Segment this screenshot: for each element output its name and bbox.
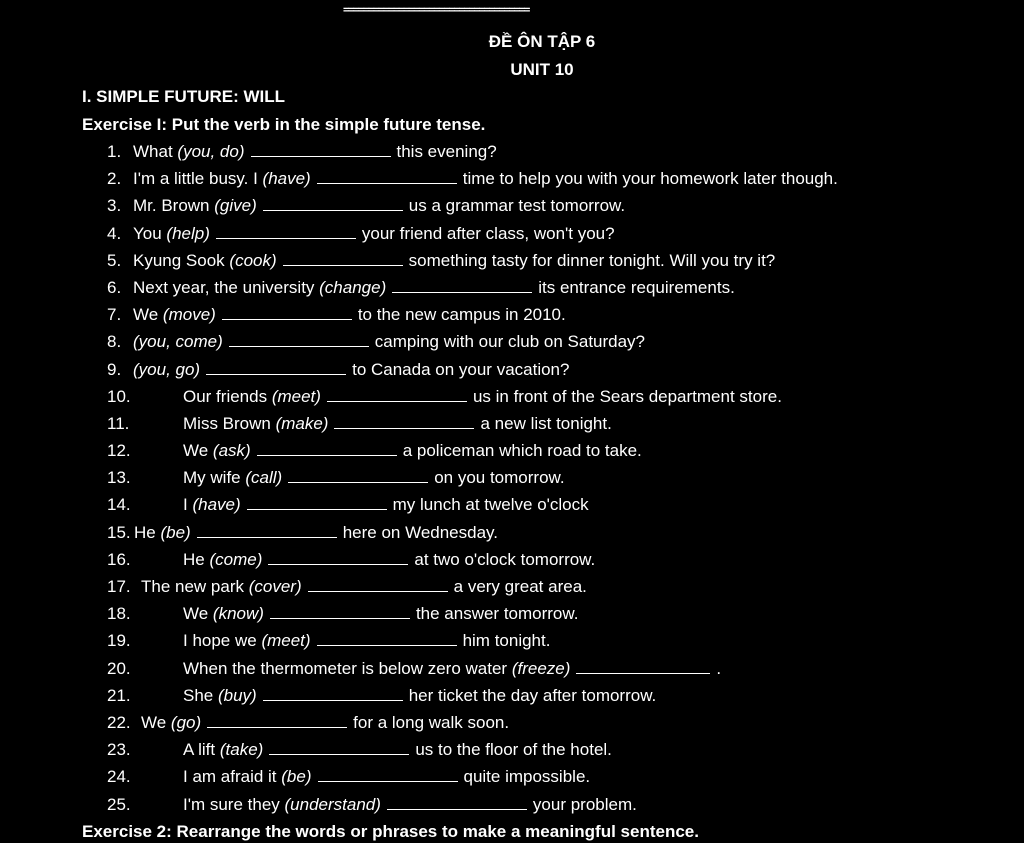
- item-number: 23.: [107, 740, 131, 760]
- item-number: 17.: [107, 577, 131, 596]
- item-number: 13.: [107, 468, 131, 488]
- exercise-2-title: Exercise 2: Rearrange the words or phrases to make a meaningful sentence.: [82, 822, 699, 841]
- answer-blank[interactable]: [247, 493, 387, 510]
- verb-hint: (be): [281, 767, 312, 787]
- item-number: 20.: [107, 658, 131, 678]
- verb-hint: (give): [214, 196, 257, 216]
- answer-blank[interactable]: [576, 657, 710, 674]
- item-number: 3.: [107, 196, 122, 216]
- exercise-item: [0, 330, 1024, 357]
- item-text-after: something tasty for dinner tonight. Will you try it?: [408, 250, 776, 270]
- exercise-item: [0, 629, 1024, 656]
- item-number: 16.: [107, 549, 131, 569]
- exercise-item: [0, 793, 1024, 820]
- answer-blank[interactable]: [207, 711, 347, 728]
- item-text-after: to Canada on your vacation?: [352, 359, 570, 379]
- worksheet-title: ĐỀ ÔN TẬP 6: [488, 32, 596, 51]
- item-number: 19.: [107, 631, 131, 651]
- exercise-item: [0, 358, 1024, 385]
- verb-hint: (have): [192, 495, 241, 515]
- item-text-before: I'm sure they: [183, 794, 285, 814]
- item-text-after: .: [716, 658, 722, 678]
- answer-blank[interactable]: [387, 793, 527, 810]
- item-text-before: Miss Brown: [183, 413, 276, 433]
- exercise-item: [0, 521, 1024, 548]
- verb-hint: (make): [275, 413, 329, 433]
- answer-blank[interactable]: [283, 249, 403, 266]
- verb-hint: (know): [212, 604, 264, 624]
- answer-blank[interactable]: [318, 765, 458, 782]
- verb-hint: (you, go): [133, 359, 201, 379]
- item-text-before: She: [183, 685, 218, 705]
- item-text-after: your friend after class, won't you?: [361, 223, 615, 243]
- item-number: 10.: [107, 386, 131, 406]
- item-number: 9.: [107, 359, 122, 379]
- exercise-item: [0, 684, 1024, 711]
- item-text-after: a very great area.: [453, 577, 587, 596]
- item-number: 7.: [107, 305, 122, 325]
- exercise-item: [0, 602, 1024, 629]
- item-text-before: A lift: [183, 740, 220, 760]
- exercise-item: [0, 276, 1024, 303]
- answer-blank[interactable]: [317, 629, 457, 646]
- exercise-item: [0, 657, 1024, 684]
- item-text-before: We: [183, 604, 213, 624]
- item-text-before: I: [183, 495, 193, 515]
- answer-blank[interactable]: [288, 466, 428, 483]
- item-text-after: us in front of the Sears department store.: [472, 386, 782, 406]
- item-text-after: a policeman which road to take.: [402, 441, 642, 461]
- item-text-before: What: [133, 142, 178, 161]
- verb-hint: (go): [170, 712, 202, 732]
- item-text-before: Our friends: [183, 386, 272, 406]
- verb-hint: (call): [245, 468, 283, 488]
- item-text-after: us a grammar test tomorrow.: [408, 196, 626, 216]
- verb-hint: (meet): [261, 631, 311, 651]
- item-text-after: its entrance requirements.: [538, 277, 735, 297]
- item-text-before: Kyung Sook: [133, 250, 230, 270]
- item-text-before: My wife: [183, 468, 246, 488]
- item-text-after: at two o'clock tomorrow.: [414, 549, 596, 569]
- unit-title: UNIT 10: [510, 60, 574, 79]
- answer-blank[interactable]: [327, 385, 467, 402]
- separator-line: =====================================: [343, 4, 529, 16]
- answer-blank[interactable]: [392, 276, 532, 293]
- verb-hint: (come): [209, 549, 263, 569]
- item-number: 25.: [107, 794, 131, 814]
- answer-blank[interactable]: [263, 194, 403, 211]
- item-text-after: us to the floor of the hotel.: [415, 740, 612, 760]
- item-number: 22.: [107, 712, 131, 732]
- exercise-item: [0, 303, 1024, 330]
- exercise-1-list: [0, 140, 1024, 820]
- item-text-before: When the thermometer is below zero water: [183, 658, 512, 678]
- item-text-after: her ticket the day after tomorrow.: [408, 685, 657, 705]
- exercise-1-title: Exercise I: Put the verb in the simple future tense.: [82, 115, 486, 134]
- answer-blank[interactable]: [197, 521, 337, 538]
- item-text-before: You: [133, 223, 167, 243]
- verb-hint: (ask): [212, 441, 251, 461]
- answer-blank[interactable]: [263, 684, 403, 701]
- exercise-item: [0, 738, 1024, 765]
- item-number: 5.: [107, 250, 122, 270]
- item-number: 6.: [107, 277, 122, 297]
- verb-hint: (meet): [271, 386, 321, 406]
- answer-blank[interactable]: [308, 575, 448, 592]
- item-text-after: this evening?: [396, 142, 497, 161]
- exercise-item: [0, 194, 1024, 221]
- verb-hint: (you, come): [133, 332, 223, 352]
- item-text-after: here on Wednesday.: [342, 522, 499, 542]
- item-number: 12.: [107, 441, 131, 461]
- exercise-item: [0, 249, 1024, 276]
- verb-hint: (cook): [229, 250, 277, 270]
- answer-blank[interactable]: [270, 602, 410, 619]
- answer-blank[interactable]: [317, 167, 457, 184]
- answer-blank[interactable]: [251, 140, 391, 157]
- item-text-after: camping with our club on Saturday?: [374, 332, 646, 352]
- item-text-after: for a long walk soon.: [353, 712, 510, 732]
- item-text-after: him tonight.: [462, 631, 551, 651]
- verb-hint: (be): [160, 522, 191, 542]
- item-text-after: your problem.: [532, 794, 637, 814]
- item-text-before: I am afraid it: [183, 767, 282, 787]
- item-text-before: Mr. Brown: [133, 196, 215, 216]
- item-number: 4.: [107, 223, 122, 243]
- section-title: I. SIMPLE FUTURE: WILL: [82, 87, 286, 106]
- item-number: 18.: [107, 604, 131, 624]
- verb-hint: (move): [162, 305, 216, 325]
- answer-blank[interactable]: [222, 303, 352, 320]
- item-text-before: I'm a little busy. I: [133, 169, 263, 189]
- verb-hint: (freeze): [511, 658, 571, 678]
- item-number: 2.: [107, 169, 122, 189]
- exercise-item: [0, 493, 1024, 520]
- exercise-item: [0, 466, 1024, 493]
- verb-hint: (understand): [284, 794, 381, 814]
- exercise-item: [0, 575, 1024, 602]
- answer-blank[interactable]: [268, 548, 408, 565]
- item-text-before: We: [133, 305, 163, 325]
- item-number: 14.: [107, 495, 131, 515]
- answer-blank[interactable]: [206, 358, 346, 375]
- answer-blank[interactable]: [229, 330, 369, 347]
- item-number: 1.: [107, 142, 122, 161]
- item-text-after: my lunch at twelve o'clock: [392, 495, 589, 515]
- exercise-item: [0, 167, 1024, 194]
- verb-hint: (take): [219, 740, 264, 760]
- item-text-before: We: [183, 441, 213, 461]
- item-text-after: a new list tonight.: [480, 413, 612, 433]
- answer-blank[interactable]: [334, 412, 474, 429]
- exercise-item: [0, 711, 1024, 738]
- item-text-after: quite impossible.: [463, 767, 591, 787]
- item-number: 11.: [107, 413, 130, 433]
- answer-blank[interactable]: [216, 222, 356, 239]
- item-text-before: The new park: [141, 577, 249, 596]
- item-text-after: time to help you with your homework later though.: [462, 169, 838, 189]
- verb-hint: (change): [319, 277, 387, 297]
- item-text-before: I hope we: [183, 631, 262, 651]
- item-number: 8.: [107, 332, 122, 352]
- item-text-before: He: [183, 549, 210, 569]
- verb-hint: (buy): [217, 685, 257, 705]
- item-text-after: to the new campus in 2010.: [357, 305, 566, 325]
- exercise-item: [0, 765, 1024, 792]
- item-text-before: We: [141, 712, 171, 732]
- exercise-item: [0, 385, 1024, 412]
- exercise-item: [0, 140, 1024, 167]
- item-text-before: He: [134, 522, 161, 542]
- item-number: 24.: [107, 767, 131, 787]
- answer-blank[interactable]: [269, 738, 409, 755]
- item-text-after: the answer tomorrow.: [415, 604, 579, 624]
- verb-hint: (have): [262, 169, 311, 189]
- answer-blank[interactable]: [257, 439, 397, 456]
- verb-hint: (you, do): [177, 142, 245, 161]
- item-number: 15.: [107, 522, 131, 542]
- exercise-item: [0, 412, 1024, 439]
- exercise-item: [0, 548, 1024, 575]
- item-number: 21.: [107, 685, 131, 705]
- verb-hint: (cover): [248, 577, 302, 596]
- exercise-item: [0, 439, 1024, 466]
- verb-hint: (help): [166, 223, 210, 243]
- item-text-after: on you tomorrow.: [434, 468, 565, 488]
- exercise-item: [0, 222, 1024, 249]
- item-text-before: Next year, the university: [133, 277, 320, 297]
